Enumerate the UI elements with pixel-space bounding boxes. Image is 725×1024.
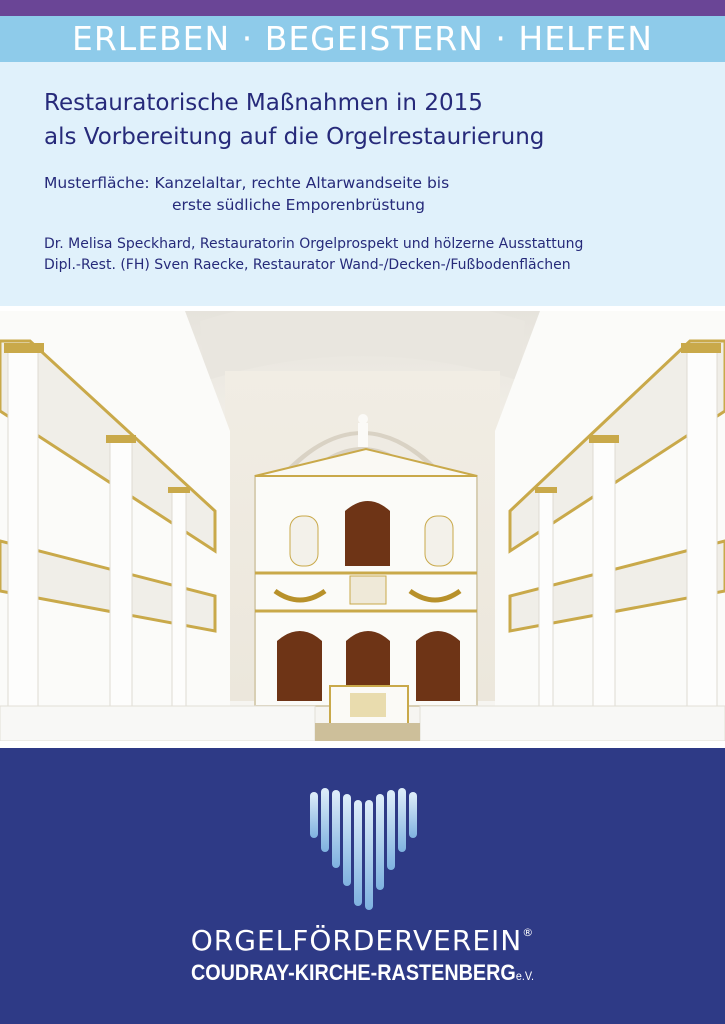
top-accent-bar [0,0,725,16]
organization-location [36,960,689,986]
subtitle-line-1: Musterfläche: Kanzelaltar, rechte Altarwandseite bis [44,174,450,192]
org-name-text: ORGELFÖRDERVEREIN [190,924,523,957]
registered-mark: ® [522,926,535,939]
title-line-1: Restauratorische Maßnahmen in 2015 [44,90,483,116]
church-interior-photo [0,311,725,741]
page-title [44,86,544,154]
authors [44,234,583,276]
info-panel [0,62,725,306]
heart-organ-pipes-icon [306,784,424,910]
church-interior-illustration [0,311,725,741]
title-line-2: als Vorbereitung auf die Orgelrestaurierung [44,124,545,150]
subtitle-line-2: erste südliche Emporenbrüstung [172,196,425,214]
slogan-banner: ERLEBEN · BEGEISTERN · HELFEN [0,16,725,62]
org-suffix: e.V. [515,969,535,983]
subtitle [44,172,449,216]
author-1: Dr. Melisa Speckhard, Restauratorin Orgelprospekt und hölzerne Ausstattung [44,236,584,252]
organization-name [0,924,725,957]
author-2: Dipl.-Rest. (FH) Sven Raecke, Restaurator Wand-/Decken-/Fußbodenflächen [44,257,571,273]
org-location-text: COUDRAY-KIRCHE-RASTENBERG [190,960,516,985]
